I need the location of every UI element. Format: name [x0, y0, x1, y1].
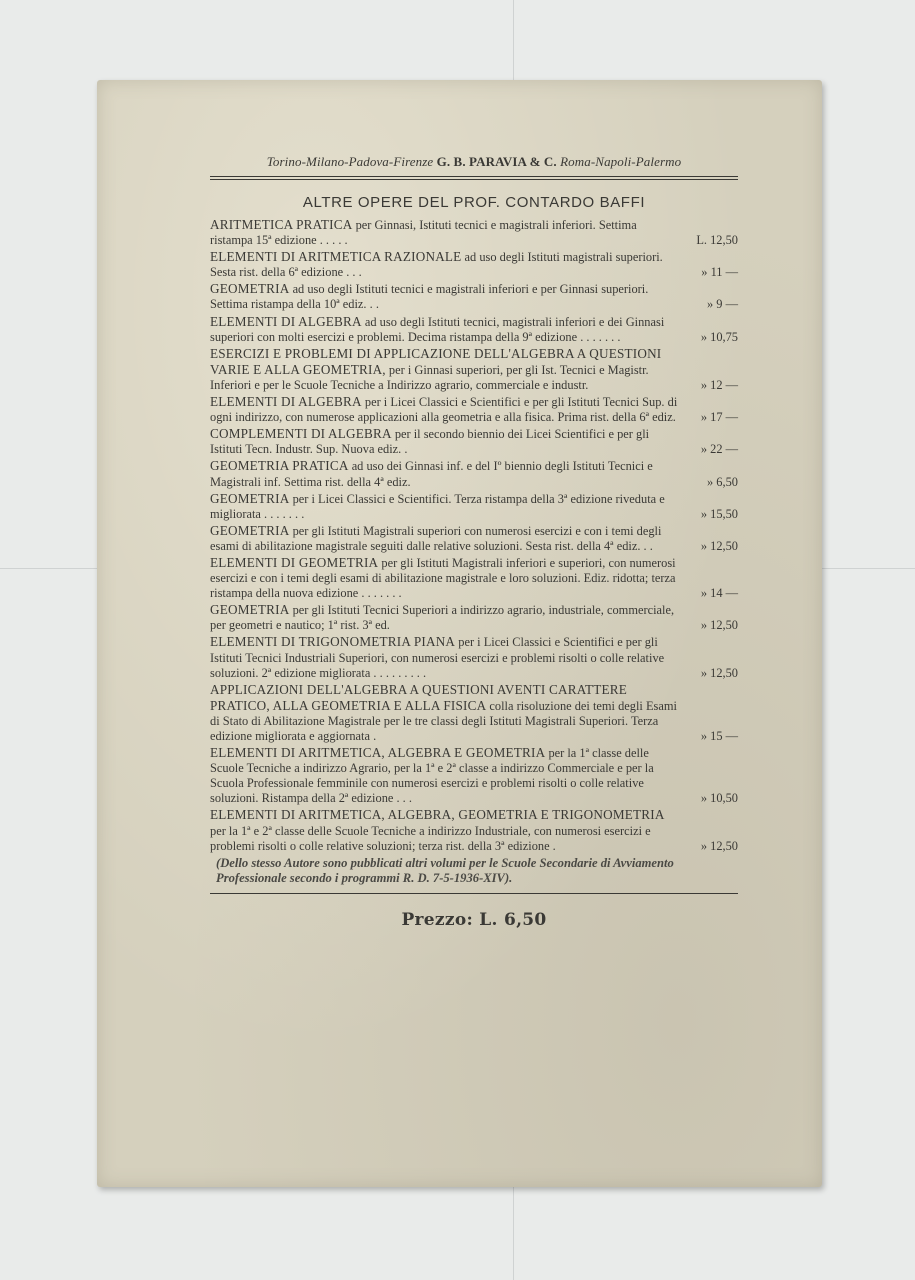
work-description: per i Ginnasi superiori, per gli Ist. Tecnici e Magistr. Inferiori e per le Scuole Tecniche a Indirizzo agrario, commerciale e industr. [210, 362, 649, 392]
work-price: » 11 — [701, 265, 738, 280]
author-note: (Dello stesso Autore sono pubblicati altri volumi per le Scuole Secondarie di Avviamento Professionale secondo i programmi R. D. 7-5-1936-XIV). [216, 855, 674, 885]
work-title: GEOMETRIA [210, 522, 290, 538]
work-description: per i Licei Classici e Scientifici e per gli Istituti Tecnici Sup. di ogni indirizzo, con numerose applicazioni alla geometria e alla fisica. Prima rist. della 6ª ediz. [210, 395, 678, 425]
work-title: ELEMENTI DI ALGEBRA [210, 313, 362, 329]
work-title: ESERCIZI E PROBLEMI DI APPLICAZIONE DELL'ALGEBRA A QUESTIONI VARIE E ALLA GEOMETRIA, [210, 345, 662, 377]
work-entry [210, 346, 738, 393]
work-description: per la 1ª e 2ª classe delle Scuole Tecniche a indirizzo Industriale, con numerosi esercizi e problemi risolti o colle relative soluzioni; terza rist. della 3ª edizione . [210, 823, 651, 853]
work-price: » 12 — [700, 377, 738, 392]
work-entry [210, 458, 738, 489]
work-price: » 12,50 [700, 538, 738, 553]
publisher-house: G. B. PARAVIA & C. [436, 154, 557, 169]
work-entry [210, 807, 738, 853]
work-price: » 15 — [700, 729, 738, 743]
footer-divider [210, 893, 738, 894]
work-title: ELEMENTI DI ARITMETICA, ALGEBRA E GEOMETRIA [210, 745, 546, 761]
work-title: APPLICAZIONI DELL'ALGEBRA A QUESTIONI AVENTI CARATTERE PRATICO, ALLA GEOMETRIA E ALLA FISICA [210, 681, 627, 713]
work-title: ELEMENTI DI ALGEBRA [210, 394, 362, 410]
work-price: » 15,50 [700, 506, 738, 521]
work-description: per gli Istituti Magistrali inferiori e superiori, con numerosi esercizi e con i temi degli esami di abilitazione magistrale e loro soluzioni. Ediz. ridotta; terza ristampa della nuova edizione . . . . . . . [210, 555, 676, 601]
work-description: colla risoluzione dei temi degli Esami di Stato di Abilitazione Magistrale per le tre classi degli Istituti Magistrali Superiori. Terza edizione migliorata e aggiornata . [210, 698, 677, 743]
work-entry [210, 634, 738, 680]
publisher-cities-left: Torino-Milano-Padova-Firenze [266, 154, 434, 169]
work-description: per gli Istituti Tecnici Superiori a indirizzo agrario, industriale, commerciale, per geometri e nautico; 1ª rist. 3ª ed. [210, 603, 675, 633]
work-entry [210, 217, 738, 248]
work-entry [210, 491, 738, 522]
work-price: » 12,50 [700, 618, 738, 633]
work-entry [210, 281, 738, 312]
header-divider [210, 176, 738, 180]
work-entry [210, 394, 738, 425]
work-price: » 10,75 [700, 329, 738, 344]
work-entry [210, 249, 738, 280]
work-entry [210, 602, 738, 633]
work-title: ELEMENTI DI TRIGONOMETRIA PIANA [210, 634, 456, 650]
work-price: » 12,50 [700, 665, 738, 680]
publisher-line [210, 154, 738, 176]
work-description: per i Licei Classici e Scientifici. Terza ristampa della 3ª edizione riveduta e migliorata . . . . . . . [210, 491, 665, 521]
section-title: ALTRE OPERE DEL PROF. CONTARDO BAFFI [302, 194, 646, 211]
work-description: per gli Istituti Magistrali superiori con numerosi esercizi e con i temi degli esami di abilitazione magistrale seguiti dalle relative soluzioni. Sesta rist. della 4ª ediz. . . [210, 523, 662, 553]
work-description: ad uso degli Istituti tecnici e magistrali inferiori e per Ginnasi superiori. Settima ristampa della 10ª ediz. . . [210, 282, 649, 312]
work-title: ARITMETICA PRATICA [210, 217, 353, 232]
cover-price: Prezzo: L. 6,50 [401, 909, 547, 930]
work-title: GEOMETRIA [210, 602, 290, 618]
work-entry [210, 314, 738, 345]
work-entry [210, 523, 738, 554]
work-title: GEOMETRIA [210, 281, 290, 297]
work-title: ELEMENTI DI ARITMETICA RAZIONALE [210, 249, 462, 265]
work-description: ad uso degli Istituti magistrali superiori. Sesta rist. della 6ª edizione . . . [210, 250, 663, 280]
work-price: » 14 — [700, 586, 738, 601]
work-price: » 12,50 [700, 838, 738, 853]
work-title: ELEMENTI DI ARITMETICA, ALGEBRA, GEOMETRIA E TRIGONOMETRIA [210, 807, 665, 823]
work-entry [210, 682, 738, 744]
works-list [210, 217, 738, 854]
cover-content [210, 154, 738, 930]
work-description: ad uso dei Ginnasi inf. e del Iº biennio degli Istituti Tecnici e Magistrali inf. Settima rist. della 4ª ediz. [210, 459, 653, 489]
work-entry [210, 745, 738, 806]
work-description: per i Licei Classici e Scientifici e per gli Istituti Tecnici Industriali Superiori, con numerosi esercizi e problemi risolti o colle relative soluzioni. 2ª edizione migliorata . . . . . . . . . [210, 635, 665, 680]
work-price: » 17 — [700, 410, 738, 425]
work-price: L. 12,50 [696, 233, 738, 248]
work-entry [210, 555, 738, 601]
publisher-cities-right: Roma-Napoli-Palermo [560, 154, 682, 169]
work-title: GEOMETRIA PRATICA [210, 458, 349, 474]
work-description: per la 1ª classe delle Scuole Tecniche a indirizzo Agrario, per la 1ª e 2ª classe a indirizzo Commerciale e per la Scuola Professionale femminile con numerosi esercizi e problemi risolti o colle relative soluzioni. Ristampa della 2ª edizione . . . [210, 746, 654, 806]
work-title: GEOMETRIA [210, 490, 290, 506]
work-entry [210, 426, 738, 457]
work-price: » 10,50 [700, 791, 738, 806]
work-description: ad uso degli Istituti tecnici, magistrali inferiori e dei Ginnasi superiori con molti esercizi e problemi. Decima ristampa della 9ª edizione . . . . . . . [210, 314, 665, 344]
work-title: COMPLEMENTI DI ALGEBRA [210, 426, 392, 442]
work-description: per il secondo biennio dei Licei Scientifici e per gli Istituti Tecn. Industr. Sup. Nuova ediz. . [210, 427, 650, 457]
work-description: per Ginnasi, Istituti tecnici e magistrali inferiori. Settima ristampa 15ª edizione . . . . . [210, 218, 637, 248]
work-price: » 22 — [700, 442, 738, 457]
work-title: ELEMENTI DI GEOMETRIA [210, 554, 379, 570]
work-price: » 6,50 [707, 474, 738, 489]
work-price: » 9 — [707, 297, 738, 312]
book-back-cover [97, 80, 822, 1187]
